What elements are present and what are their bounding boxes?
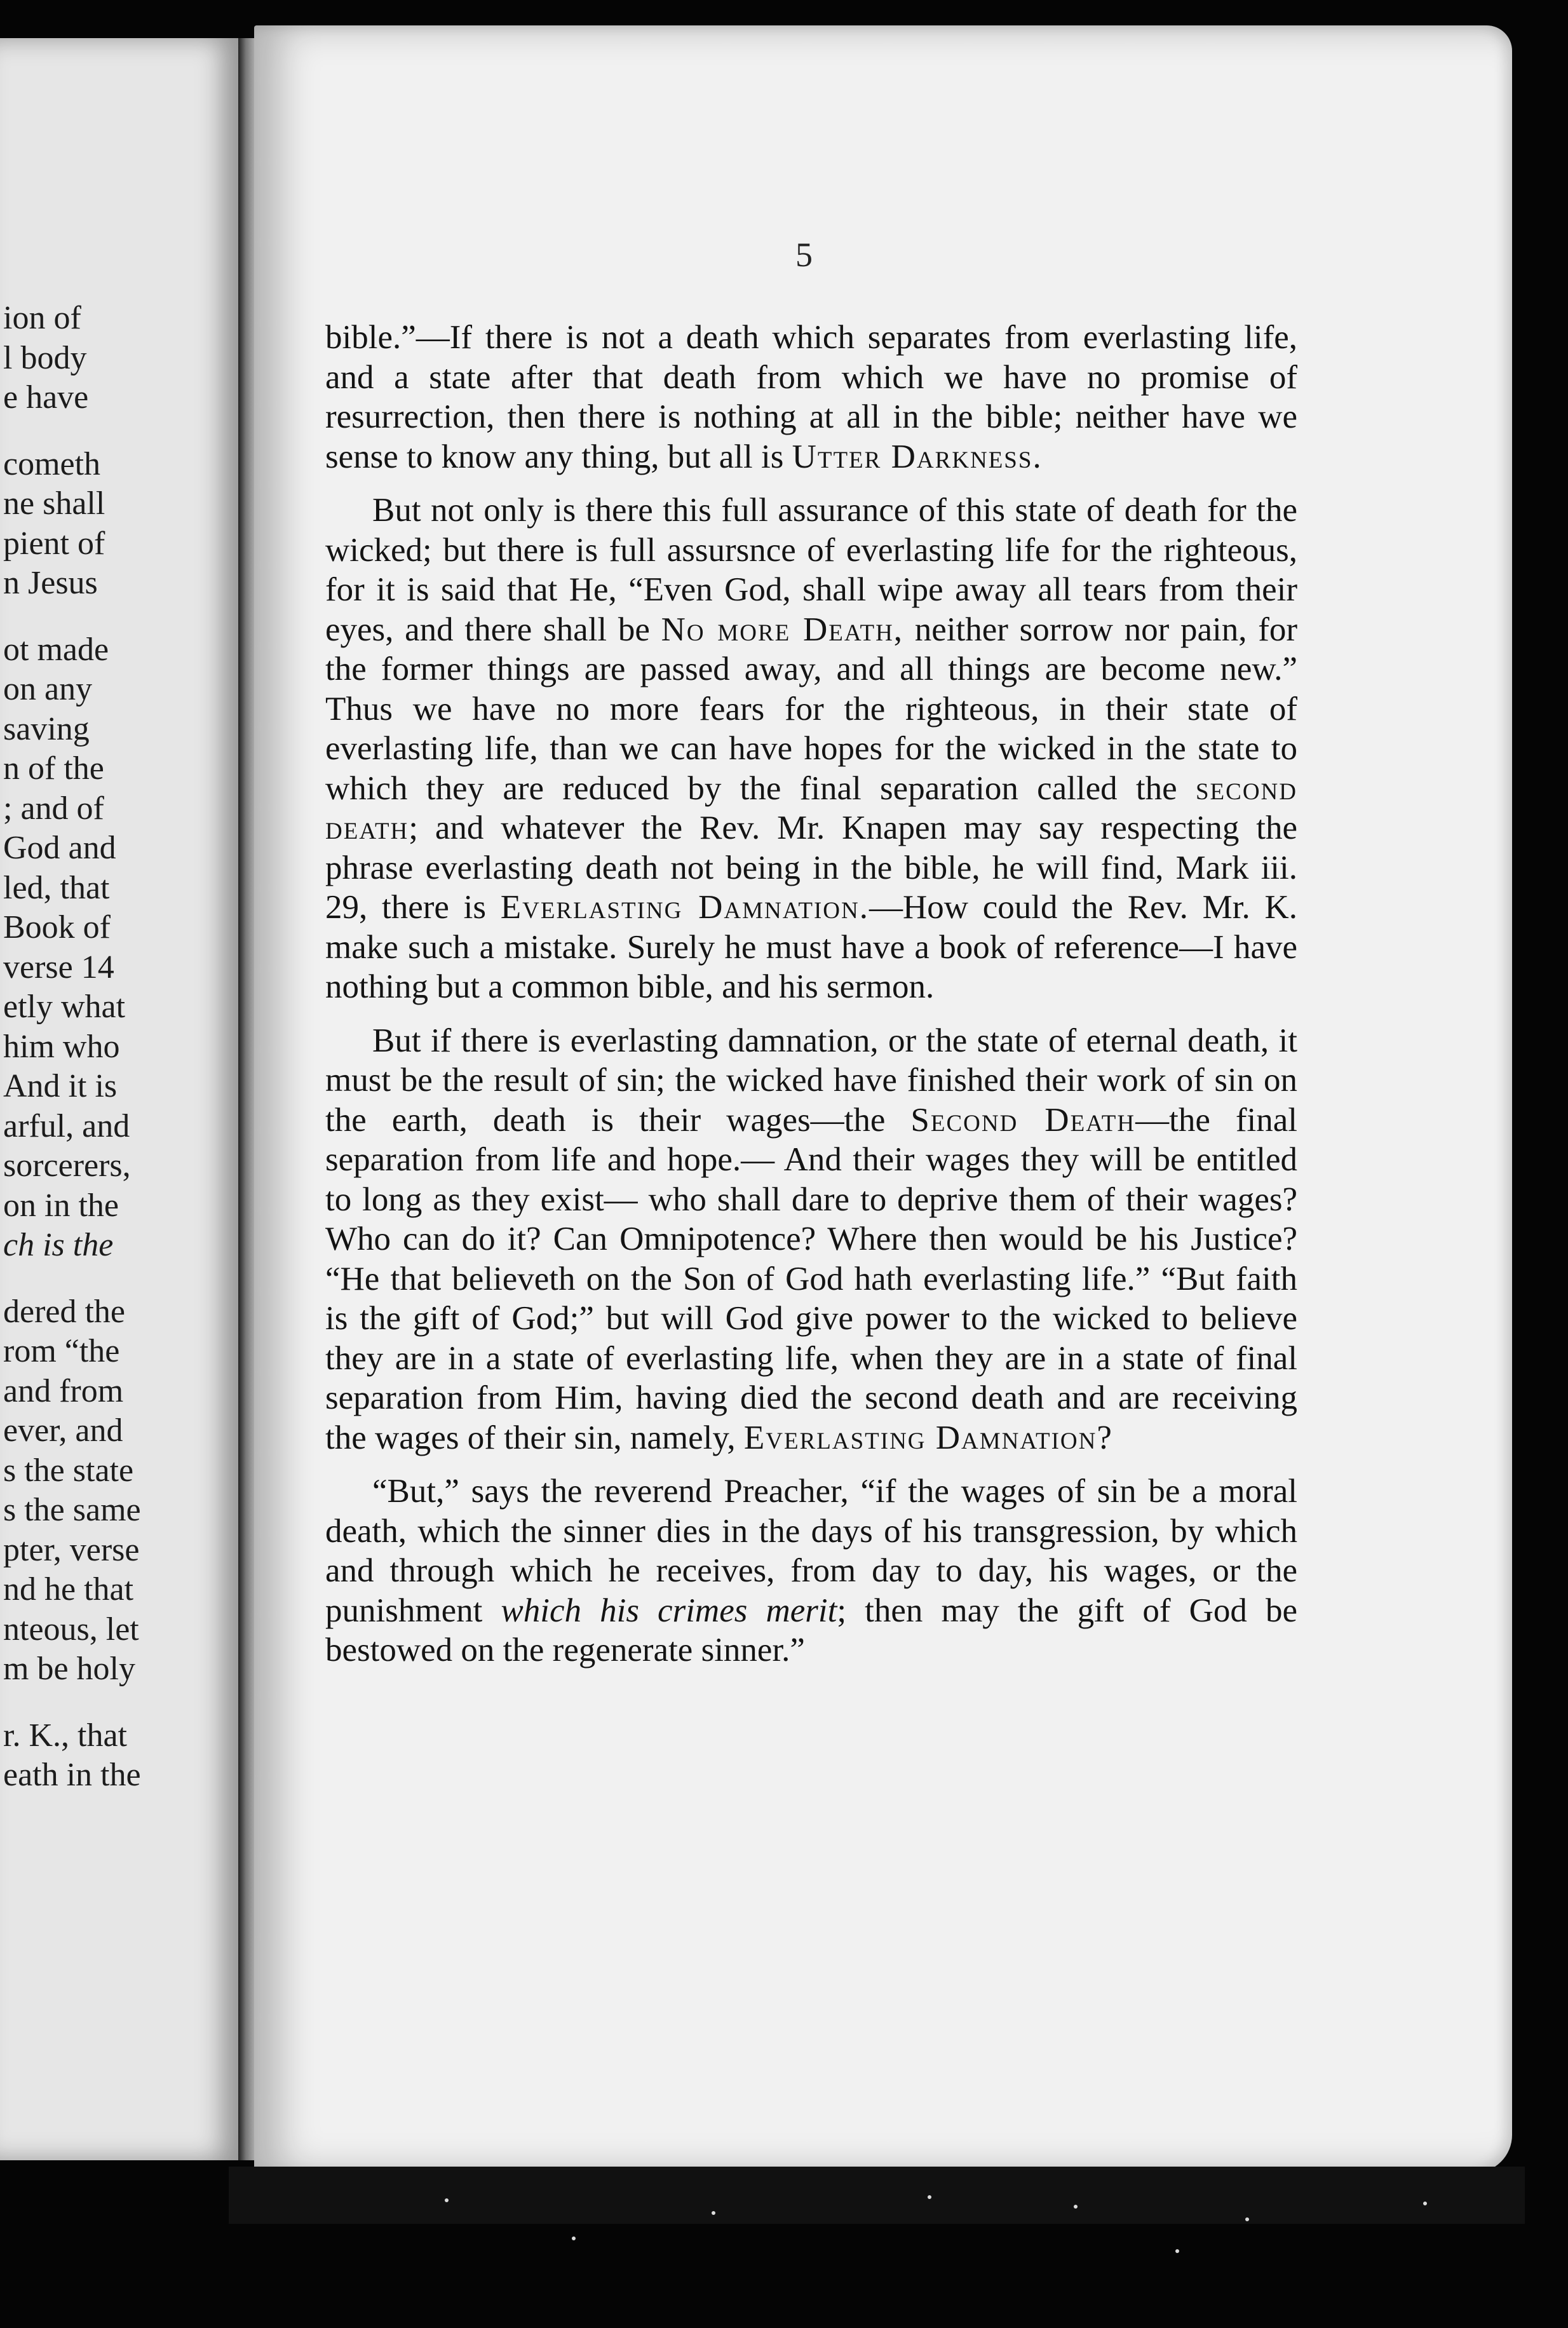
scan-speck xyxy=(1245,2217,1249,2221)
left-page-line: on in the xyxy=(3,1187,119,1224)
small-caps-phrase: No more Death, xyxy=(661,611,904,648)
left-page-line: ; and of xyxy=(3,790,104,827)
left-page-text-fragments xyxy=(3,299,175,1796)
scan-speck xyxy=(1423,2202,1427,2205)
left-page-line: pter, verse xyxy=(3,1531,140,1568)
right-page xyxy=(254,25,1512,2173)
left-page-line: r. K., that xyxy=(3,1717,127,1754)
left-facing-page xyxy=(0,38,245,2160)
left-page-line: ne shall xyxy=(3,485,105,522)
scan-speck xyxy=(572,2237,576,2240)
left-page-line: cometh xyxy=(3,445,101,482)
left-page-line: verse 14 xyxy=(3,949,114,985)
left-page-line: ch is the xyxy=(3,1227,114,1263)
left-page-line: saving xyxy=(3,710,90,747)
left-page-line: n of the xyxy=(3,750,104,787)
small-caps-phrase: Everlasting Damnation xyxy=(743,1419,1097,1456)
paragraph-2: But not only is there this full assurance of this state of death for the wicked; but there is full assursnce of everlasting life for the righteous, for it is said that He, “Even God, shall wipe away all tears from their eyes, and there shall be No more Death, neither sorrow nor pain, for the former things are passed away, and all things are become new.” Thus we have no more fears for the righteous, in their state of everlasting life, than we can have hopes for the wicked in the state to which they are reduced by the final separation called the second death; and whatever the Rev. Mr. Knapen may say respecting the phrase everlasting death not being in the bible, he will find, Mark iii. 29, there is Everlasting Damnation.—How could the Rev. Mr. K. make such a mistake. Surely he must have a book of reference—I have nothing but a common bible, and his sermon. xyxy=(325,492,1297,1005)
left-page-line: m be holy xyxy=(3,1651,135,1687)
paragraph-3: But if there is everlasting damnation, or the state of eternal death, it must be the result of sin; the wicked have finished their work of sin on the earth, death is their wages—the Second Death—the final separation from life and hope.— And their wages they will be entitled to long as they exist— who shall dare to deprive them of their wages? Who can do it? Can Omnipotence? Where then would be his Justice? “He that believeth on the Son of God hath everlasting life.” “But faith is the gift of God;” but will God give power to the wicked to believe they are in a state of everlasting life, when they are in a state of final separation from Him, having died the second death and are receiving the wages of their sin, namely, Everlasting Damnation? xyxy=(325,1022,1298,1456)
left-page-line: nd he that xyxy=(3,1571,134,1607)
left-page-line: rom “the xyxy=(3,1333,120,1369)
left-page-line: on any xyxy=(3,671,93,707)
scan-speck xyxy=(928,2195,931,2199)
small-caps-phrase: Everlasting Damnation. xyxy=(500,889,869,926)
left-page-line: pient of xyxy=(3,525,105,562)
left-page-line: etly what xyxy=(3,989,126,1025)
left-page-line xyxy=(3,418,175,445)
left-page-line: sorcerers, xyxy=(3,1147,131,1184)
left-page-line: ot made xyxy=(3,631,109,668)
italic-phrase: which his crimes merit xyxy=(501,1592,837,1629)
left-page-line: s the state xyxy=(3,1452,134,1489)
left-page-line: arful, and xyxy=(3,1107,130,1144)
small-caps-phrase: second death xyxy=(325,769,1297,846)
scan-bottom-edge xyxy=(229,2167,1525,2224)
left-page-line: ion of xyxy=(3,300,81,336)
left-page-line: l body xyxy=(3,339,87,376)
left-page-line: s the same xyxy=(3,1492,141,1528)
left-page-line: dered the xyxy=(3,1293,126,1330)
left-page-line: n Jesus xyxy=(3,565,98,601)
left-page-line: eath in the xyxy=(3,1757,141,1793)
left-page-line: him who xyxy=(3,1028,120,1065)
small-caps-phrase: Second Death xyxy=(910,1101,1136,1139)
left-page-line: Book of xyxy=(3,909,111,945)
scan-speck xyxy=(1175,2249,1179,2253)
page-body xyxy=(325,318,1297,1684)
page-number: 5 xyxy=(795,236,813,274)
left-page-line: nteous, let xyxy=(3,1611,139,1648)
scan-speck xyxy=(1074,2205,1078,2209)
left-page-line: God and xyxy=(3,830,116,866)
scan-speck xyxy=(445,2198,449,2202)
left-page-line: And it is xyxy=(3,1068,118,1104)
paragraph-1: bible.”—If there is not a death which separates from everlasting life, and a state after that death from which we have no promise of resurrection, then there is nothing at all in the bible; neither have we sense to know any thing, but all is Utter Darkness. xyxy=(325,319,1297,475)
small-caps-phrase: Utter Darkness. xyxy=(792,438,1043,475)
left-page-line xyxy=(3,604,175,630)
left-page-line: and from xyxy=(3,1372,124,1409)
paragraph-4: “But,” says the reverend Preacher, “if the wages of sin be a moral death, which the sinner dies in the days of his transgression, by which and through which he receives, from day to day, his wages, or the punishment which his crimes merit; then may the gift of God be bestowed on the regenerate sinner.” xyxy=(325,1473,1297,1668)
left-page-line: led, that xyxy=(3,869,110,906)
left-page-line xyxy=(3,1689,175,1716)
scan-speck xyxy=(712,2211,715,2215)
left-page-line xyxy=(3,1266,175,1292)
left-page-line: e have xyxy=(3,379,89,416)
left-page-line: ever, and xyxy=(3,1412,123,1449)
